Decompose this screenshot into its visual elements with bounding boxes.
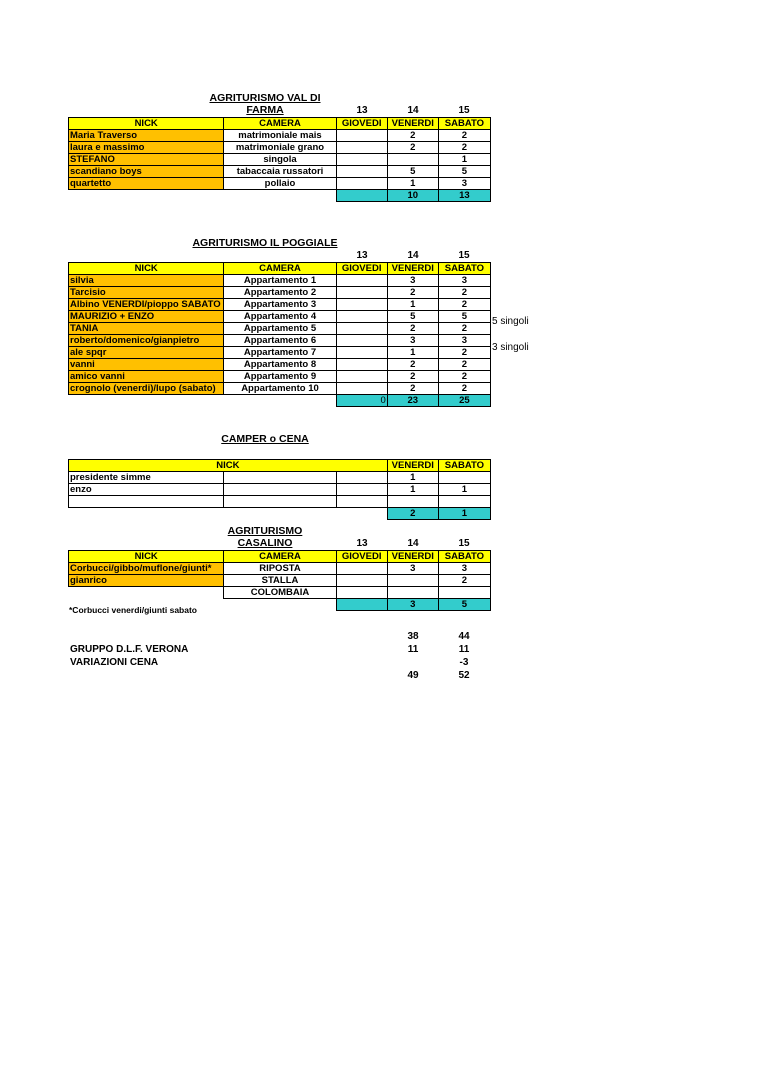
subtotal-sabato: 44 — [458, 631, 470, 642]
sabato-cell: 2 — [438, 299, 490, 311]
camera-cell: matrimoniale mais — [224, 130, 336, 142]
header-venerdi: VENERDI — [387, 118, 438, 130]
header-camera: CAMERA — [224, 551, 336, 563]
giovedi-cell — [336, 287, 387, 299]
venerdi-cell: 2 — [387, 371, 438, 383]
empty-cell — [224, 496, 336, 508]
nick-cell: Tarcisio — [69, 287, 224, 299]
venerdi-cell: 2 — [387, 287, 438, 299]
venerdi-cell — [387, 587, 438, 599]
nick-cell: ale spqr — [69, 347, 224, 359]
nick-cell: STEFANO — [69, 154, 224, 166]
venerdi-cell: 3 — [387, 275, 438, 287]
header-venerdi: VENERDI — [387, 551, 438, 563]
empty-cell — [69, 508, 224, 520]
camera-cell: Appartamento 7 — [224, 347, 336, 359]
section-title-val-di-farma: AGRITURISMO VAL DI FARMA — [209, 92, 321, 116]
nick-cell: vanni — [69, 359, 224, 371]
camera-cell: COLOMBAIA — [224, 587, 336, 599]
sabato-cell: 3 — [438, 335, 490, 347]
total-venerdi: 10 — [387, 190, 438, 202]
table-row — [69, 371, 491, 383]
camera-cell: Appartamento 5 — [224, 323, 336, 335]
table-row — [69, 563, 491, 575]
table-row — [69, 311, 491, 323]
header-camera: CAMERA — [224, 263, 336, 275]
nick-cell: gianrico — [69, 575, 224, 587]
table-row — [69, 383, 491, 395]
day-13-label: 13 — [356, 538, 368, 549]
side-note-5-singoli: 5 singoli — [492, 316, 529, 327]
table-header-row — [69, 118, 491, 130]
table-row — [69, 359, 491, 371]
venerdi-cell: 1 — [387, 299, 438, 311]
sabato-cell: 5 — [438, 311, 490, 323]
empty-cell — [336, 508, 387, 520]
table-row — [69, 299, 491, 311]
total-sabato: 5 — [438, 599, 490, 611]
venerdi-cell: 1 — [387, 347, 438, 359]
sabato-cell: 3 — [438, 563, 490, 575]
total-sabato: 25 — [438, 395, 490, 407]
giovedi-cell — [336, 371, 387, 383]
table-val-di-farma — [68, 117, 491, 202]
day-15-label: 15 — [458, 538, 470, 549]
camera-cell: tabaccaia russatori — [224, 166, 336, 178]
header-nick: NICK — [69, 118, 224, 130]
camera-cell: Appartamento 3 — [224, 299, 336, 311]
venerdi-cell: 5 — [387, 311, 438, 323]
total-venerdi: 3 — [387, 599, 438, 611]
gruppo-venerdi: 11 — [407, 644, 419, 655]
camera-cell: Appartamento 4 — [224, 311, 336, 323]
venerdi-cell: 1 — [387, 484, 438, 496]
grand-total-sabato: 52 — [458, 670, 470, 681]
table-row — [69, 178, 491, 190]
sabato-cell: 2 — [438, 287, 490, 299]
nick-cell: laura e massimo — [69, 142, 224, 154]
sabato-cell: 2 — [438, 347, 490, 359]
nick-cell: Albino VENERDI/pioppo SABATO — [69, 299, 224, 311]
day-14-label: 14 — [407, 105, 419, 116]
nick-cell: enzo — [69, 484, 224, 496]
sabato-cell: 2 — [438, 383, 490, 395]
nick-cell: presidente simme — [69, 472, 224, 484]
camera-cell: singola — [224, 154, 336, 166]
section-title-il-poggiale: AGRITURISMO IL POGGIALE — [192, 237, 338, 249]
table-row — [69, 287, 491, 299]
header-nick: NICK — [69, 263, 224, 275]
gruppo-label: GRUPPO D.L.F. VERONA — [70, 644, 189, 655]
section-title-casalino: AGRITURISMO CASALINO — [227, 525, 303, 549]
section-title-camper-cena: CAMPER o CENA — [221, 433, 309, 445]
table-row — [69, 484, 491, 496]
header-giovedi: GIOVEDI — [336, 551, 387, 563]
header-venerdi: VENERDI — [387, 263, 438, 275]
venerdi-cell: 2 — [387, 130, 438, 142]
giovedi-cell — [336, 383, 387, 395]
giovedi-cell — [336, 359, 387, 371]
header-giovedi: GIOVEDI — [336, 263, 387, 275]
giovedi-cell — [336, 335, 387, 347]
nick-cell: Corbucci/gibbo/muflone/giunti* — [69, 563, 224, 575]
table-row — [69, 335, 491, 347]
table-header-row — [69, 551, 491, 563]
footnote-corbucci: *Corbucci venerdi/giunti sabato — [69, 605, 197, 615]
side-note-3-singoli: 3 singoli — [492, 342, 529, 353]
variazioni-label: VARIAZIONI CENA — [70, 657, 159, 668]
sabato-cell: 2 — [438, 142, 490, 154]
venerdi-cell: 2 — [387, 383, 438, 395]
nick-cell: TANIA — [69, 323, 224, 335]
sabato-cell — [438, 496, 490, 508]
table-row — [69, 347, 491, 359]
total-giovedi — [336, 599, 387, 611]
header-sabato: SABATO — [438, 551, 490, 563]
table-header-row — [69, 460, 491, 472]
giovedi-cell — [336, 575, 387, 587]
sabato-cell: 1 — [438, 484, 490, 496]
sabato-cell: 2 — [438, 130, 490, 142]
total-venerdi: 2 — [387, 508, 438, 520]
nick-cell — [69, 496, 224, 508]
camera-cell: Appartamento 2 — [224, 287, 336, 299]
nick-cell: roberto/domenico/gianpietro — [69, 335, 224, 347]
header-nick: NICK — [69, 460, 388, 472]
empty-cell — [336, 472, 387, 484]
camera-cell: pollaio — [224, 178, 336, 190]
table-header-row — [69, 263, 491, 275]
camera-cell: Appartamento 10 — [224, 383, 336, 395]
camera-cell: Appartamento 1 — [224, 275, 336, 287]
table-row — [69, 575, 491, 587]
venerdi-cell — [387, 154, 438, 166]
venerdi-cell — [387, 575, 438, 587]
giovedi-cell — [336, 299, 387, 311]
totals-row — [69, 508, 491, 520]
giovedi-cell — [336, 178, 387, 190]
camera-cell: matrimoniale grano — [224, 142, 336, 154]
table-il-poggiale — [68, 262, 491, 407]
header-nick: NICK — [69, 551, 224, 563]
venerdi-cell: 2 — [387, 359, 438, 371]
empty-cell — [69, 587, 224, 599]
giovedi-cell — [336, 166, 387, 178]
table-row — [69, 154, 491, 166]
sabato-cell: 3 — [438, 178, 490, 190]
day-15-label: 15 — [458, 105, 470, 116]
nick-cell: silvia — [69, 275, 224, 287]
sabato-cell: 2 — [438, 371, 490, 383]
giovedi-cell — [336, 587, 387, 599]
totals-row — [69, 395, 491, 407]
sabato-cell: 5 — [438, 166, 490, 178]
venerdi-cell: 3 — [387, 335, 438, 347]
camera-cell: Appartamento 6 — [224, 335, 336, 347]
venerdi-cell: 1 — [387, 178, 438, 190]
empty-cell — [336, 484, 387, 496]
giovedi-cell — [336, 563, 387, 575]
header-venerdi: VENERDI — [387, 460, 438, 472]
camera-cell: Appartamento 9 — [224, 371, 336, 383]
table-row — [69, 587, 491, 599]
nick-cell: scandiano boys — [69, 166, 224, 178]
venerdi-cell: 2 — [387, 323, 438, 335]
table-row — [69, 142, 491, 154]
table-row — [69, 323, 491, 335]
nick-cell: Maria Traverso — [69, 130, 224, 142]
empty-cell — [69, 190, 224, 202]
empty-cell — [224, 395, 336, 407]
sabato-cell: 2 — [438, 575, 490, 587]
empty-cell — [224, 472, 336, 484]
header-camera: CAMERA — [224, 118, 336, 130]
totals-row — [69, 190, 491, 202]
empty-cell — [224, 599, 336, 611]
empty-cell — [224, 508, 336, 520]
table-row — [69, 496, 491, 508]
table-row — [69, 166, 491, 178]
gruppo-sabato: 11 — [458, 644, 470, 655]
table-row — [69, 130, 491, 142]
giovedi-cell — [336, 275, 387, 287]
header-sabato: SABATO — [438, 460, 490, 472]
variazioni-sabato: -3 — [459, 657, 469, 668]
total-giovedi: 0 — [336, 395, 387, 407]
giovedi-cell — [336, 347, 387, 359]
day-13-label: 13 — [356, 105, 368, 116]
table-casalino — [68, 550, 491, 611]
sabato-cell — [438, 587, 490, 599]
venerdi-cell: 1 — [387, 472, 438, 484]
header-sabato: SABATO — [438, 118, 490, 130]
empty-cell — [69, 395, 224, 407]
day-13-label: 13 — [356, 250, 368, 261]
camera-cell: RIPOSTA — [224, 563, 336, 575]
day-15-label: 15 — [458, 250, 470, 261]
total-venerdi: 23 — [387, 395, 438, 407]
sabato-cell: 2 — [438, 359, 490, 371]
empty-cell — [224, 190, 336, 202]
nick-cell: crognolo (venerdi)/lupo (sabato) — [69, 383, 224, 395]
header-sabato: SABATO — [438, 263, 490, 275]
sabato-cell: 2 — [438, 323, 490, 335]
nick-cell: quartetto — [69, 178, 224, 190]
header-giovedi: GIOVEDI — [336, 118, 387, 130]
sabato-cell: 3 — [438, 275, 490, 287]
subtotal-venerdi: 38 — [407, 631, 419, 642]
sabato-cell: 1 — [438, 154, 490, 166]
day-14-label: 14 — [407, 250, 419, 261]
venerdi-cell: 2 — [387, 142, 438, 154]
venerdi-cell: 3 — [387, 563, 438, 575]
venerdi-cell: 5 — [387, 166, 438, 178]
nick-cell: amico vanni — [69, 371, 224, 383]
giovedi-cell — [336, 323, 387, 335]
giovedi-cell — [336, 154, 387, 166]
venerdi-cell — [387, 496, 438, 508]
total-sabato: 1 — [438, 508, 490, 520]
nick-cell: MAURIZIO + ENZO — [69, 311, 224, 323]
giovedi-cell — [336, 142, 387, 154]
empty-cell — [336, 496, 387, 508]
day-14-label: 14 — [407, 538, 419, 549]
table-camper-cena — [68, 459, 491, 520]
empty-cell — [224, 484, 336, 496]
table-row — [69, 472, 491, 484]
grand-total-venerdi: 49 — [407, 670, 419, 681]
total-giovedi — [336, 190, 387, 202]
camera-cell: Appartamento 8 — [224, 359, 336, 371]
sabato-cell — [438, 472, 490, 484]
table-row — [69, 275, 491, 287]
giovedi-cell — [336, 130, 387, 142]
giovedi-cell — [336, 311, 387, 323]
camera-cell: STALLA — [224, 575, 336, 587]
total-sabato: 13 — [438, 190, 490, 202]
